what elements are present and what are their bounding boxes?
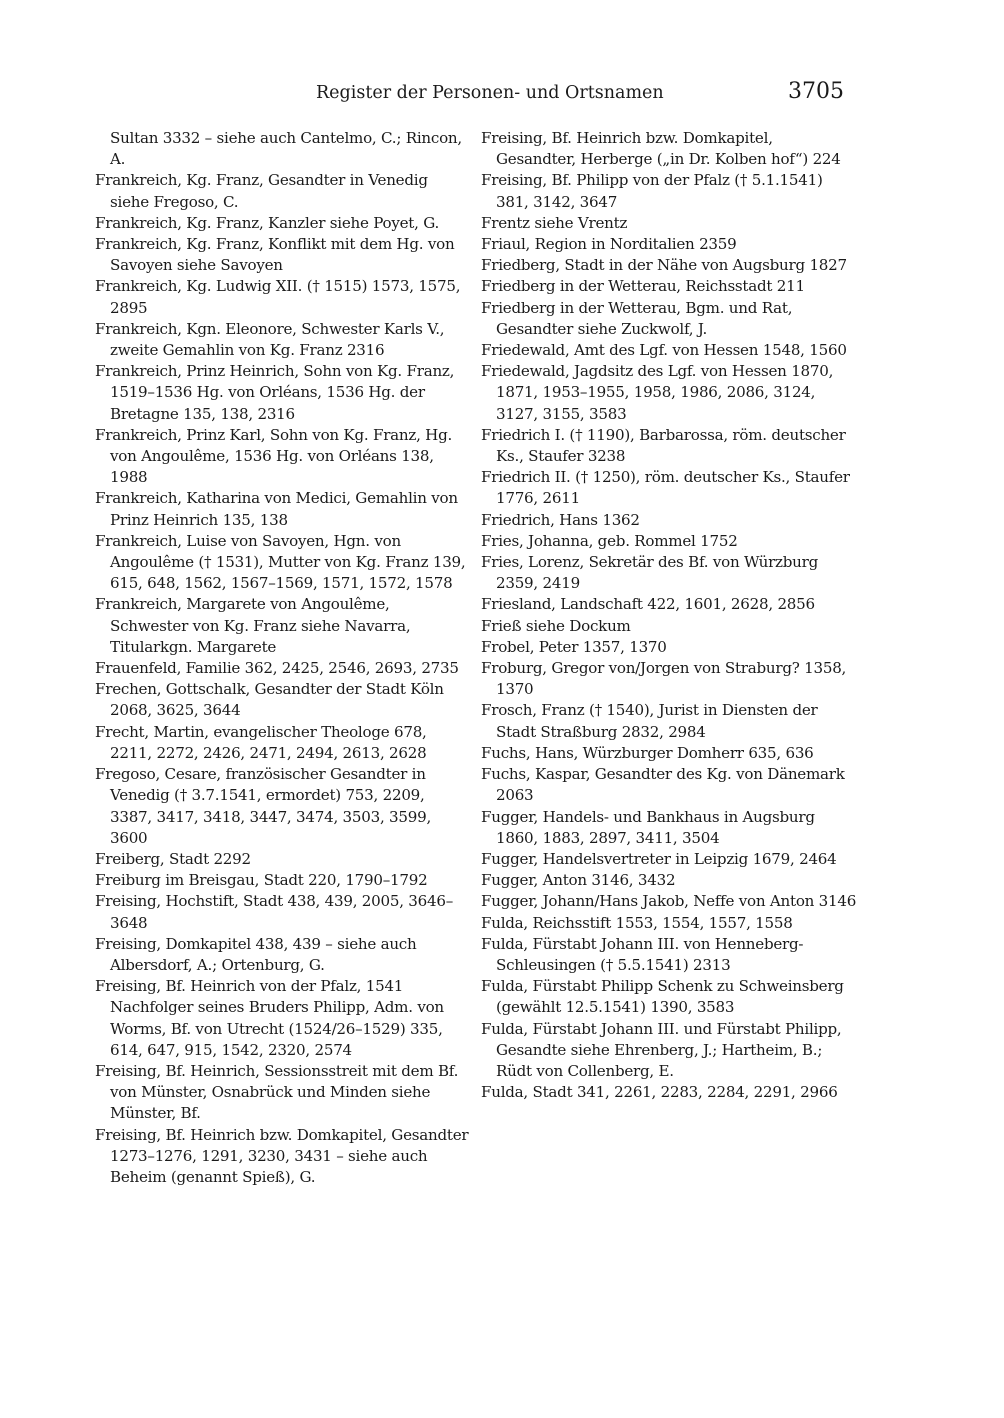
index-entry: Frankreich, Margarete von Angoulême, Schwester von Kg. Franz siehe Navarra, Titularkgn. Margarete (95, 595, 411, 656)
index-entry: Fulda, Fürstabt Philipp Schenk zu Schweinsberg (gewählt 12.5.1541) 1390, 3583 (481, 977, 844, 1017)
index-entry: Frankreich, Prinz Karl, Sohn von Kg. Franz, Hg. von Angoulême, 1536 Hg. von Orléans 138, 1988 (95, 425, 453, 487)
index-entry: Frankreich, Kg. Franz, Gesandter in Venedig siehe Fregoso, C. (95, 171, 428, 211)
index-entry: Friedberg in der Wetterau, Bgm. und Rat, Gesandter siehe Zuckwolf, J. (481, 298, 793, 338)
index-entry: Fugger, Johann/Hans Jakob, Neffe von Anton 3146 (481, 892, 857, 911)
index-entry: Freiberg, Stadt 2292 (95, 849, 251, 868)
index-entry: Freising, Bf. Heinrich bzw. Domkapitel, Gesandter, Herberge („in Dr. Kolben hof“) 224 (481, 129, 841, 169)
index-entry: Fulda, Reichsstift 1553, 1554, 1557, 1558 (481, 913, 793, 932)
index-entry: Frieß siehe Dockum (481, 616, 631, 635)
index-entry: Freising, Bf. Heinrich von der Pfalz, 1541 Nachfolger seines Bruders Philipp, Adm. von Worms, Bf. von Utrecht (1524/26–1529) 335, 614, 647, 915, 1542, 2320, 2574 (95, 977, 444, 1059)
index-entry: Fulda, Fürstabt Johann III. und Fürstabt Philipp, Gesandte siehe Ehrenberg, J.; Hartheim, B.; Rüdt von Collenberg, E. (481, 1019, 842, 1080)
index-entry: Frechen, Gottschalk, Gesandter der Stadt Köln 2068, 3625, 3644 (95, 680, 444, 720)
index-entry: Frankreich, Kg. Ludwig XII. († 1515) 1573, 1575, 2895 (95, 277, 461, 317)
index-entry: Friedrich I. († 1190), Barbarossa, röm. deutscher Ks., Staufer 3238 (481, 425, 846, 466)
index-entry: Frankreich, Prinz Heinrich, Sohn von Kg. Franz, 1519–1536 Hg. von Orléans, 1536 Hg. der Bretagne 135, 138, 2316 (95, 362, 455, 423)
index-entry: Fugger, Handels- und Bankhaus in Augsburg 1860, 1883, 2897, 3411, 3504 (481, 807, 815, 847)
index-entry: Fugger, Handelsvertreter in Leipzig 1679, 2464 (481, 849, 837, 868)
index-entry: Fugger, Anton 3146, 3432 (481, 871, 676, 890)
index-entry: Frankreich, Kgn. Eleonore, Schwester Karls V., zweite Gemahlin von Kg. Franz 2316 (95, 319, 445, 360)
index-column-left (95, 128, 471, 1188)
index-entry: Froburg, Gregor von/Jorgen von Straburg? 1358, 1370 (481, 659, 847, 699)
index-entry: Fulda, Fürstabt Johann III. von Henneberg-Schleusingen († 5.5.1541) 2313 (481, 934, 804, 974)
index-entry: Fries, Johanna, geb. Rommel 1752 (481, 531, 738, 550)
index-entry: Sultan 3332 – siehe auch Cantelmo, C.; Rincon, A. (110, 129, 462, 169)
index-entry: Frankreich, Katharina von Medici, Gemahlin von Prinz Heinrich 135, 138 (95, 489, 458, 529)
index-entry: Freising, Hochstift, Stadt 438, 439, 2005, 3646–3648 (95, 892, 454, 932)
index-entry: Fuchs, Kaspar, Gesandter des Kg. von Dänemark 2063 (481, 765, 845, 805)
index-entry: Frosch, Franz († 1540), Jurist in Diensten der Stadt Straßburg 2832, 2984 (481, 701, 818, 741)
running-head: Register der Personen- und Ortsnamen (316, 83, 664, 103)
index-entry: Fuchs, Hans, Würzburger Domherr 635, 636 (481, 743, 814, 762)
index-column-right (481, 128, 857, 1103)
index-entry: Friedberg, Stadt in der Nähe von Augsburg 1827 (481, 256, 847, 275)
index-entry: Freiburg im Breisgau, Stadt 220, 1790–1792 (95, 871, 428, 890)
index-entry: Freising, Bf. Heinrich bzw. Domkapitel, Gesandter 1273–1276, 1291, 3230, 3431 – siehe auch Beheim (genannt Spieß), G. (95, 1125, 469, 1186)
index-entry: Frobel, Peter 1357, 1370 (481, 637, 667, 656)
page-number: 3705 (788, 79, 844, 104)
index-entry: Friedewald, Jagdsitz des Lgf. von Hessen 1870, 1871, 1953–1955, 1958, 1986, 2086, 3124, 3127, 3155, 3583 (481, 362, 834, 423)
index-entry: Friedewald, Amt des Lgf. von Hessen 1548, 1560 (481, 341, 847, 360)
index-entry: Frentz siehe Vrentz (481, 213, 628, 232)
index-entry: Friedrich, Hans 1362 (481, 510, 640, 529)
index-entry: Friaul, Region in Norditalien 2359 (481, 235, 737, 254)
index-entry: Friedrich II. († 1250), röm. deutscher Ks., Staufer 1776, 2611 (481, 468, 850, 508)
index-entry: Friesland, Landschaft 422, 1601, 2628, 2856 (481, 595, 815, 614)
index-entry: Freising, Domkapitel 438, 439 – siehe auch Albersdorf, A.; Ortenburg, G. (95, 934, 417, 974)
index-entry: Fries, Lorenz, Sekretär des Bf. von Würzburg 2359, 2419 (481, 553, 819, 593)
index-entry: Frankreich, Kg. Franz, Kanzler siehe Poyet, G. (95, 213, 440, 232)
index-entry: Friedberg in der Wetterau, Reichsstadt 211 (481, 277, 805, 296)
index-entry: Frauenfeld, Familie 362, 2425, 2546, 2693, 2735 (95, 659, 459, 678)
index-entry: Frankreich, Luise von Savoyen, Hgn. von Angoulême († 1531), Mutter von Kg. Franz 139, 615, 648, 1562, 1567–1569, 1571, 1572, 1578 (95, 531, 466, 593)
index-entry: Fregoso, Cesare, französischer Gesandter in Venedig († 3.7.1541, ermordet) 753, 2209, 3387, 3417, 3418, 3447, 3474, 3503, 3599, 3600 (95, 765, 432, 847)
index-entry: Freising, Bf. Heinrich, Sessionsstreit mit dem Bf. von Münster, Osnabrück und Minden siehe Münster, Bf. (95, 1061, 459, 1123)
index-entry: Frankreich, Kg. Franz, Konflikt mit dem Hg. von Savoyen siehe Savoyen (95, 235, 455, 275)
index-entry: Freising, Bf. Philipp von der Pfalz († 5.1.1541) 381, 3142, 3647 (481, 171, 823, 211)
index-entry: Fulda, Stadt 341, 2261, 2283, 2284, 2291, 2966 (481, 1083, 838, 1102)
index-entry: Frecht, Martin, evangelischer Theologe 678, 2211, 2272, 2426, 2471, 2494, 2613, 2628 (95, 722, 427, 762)
